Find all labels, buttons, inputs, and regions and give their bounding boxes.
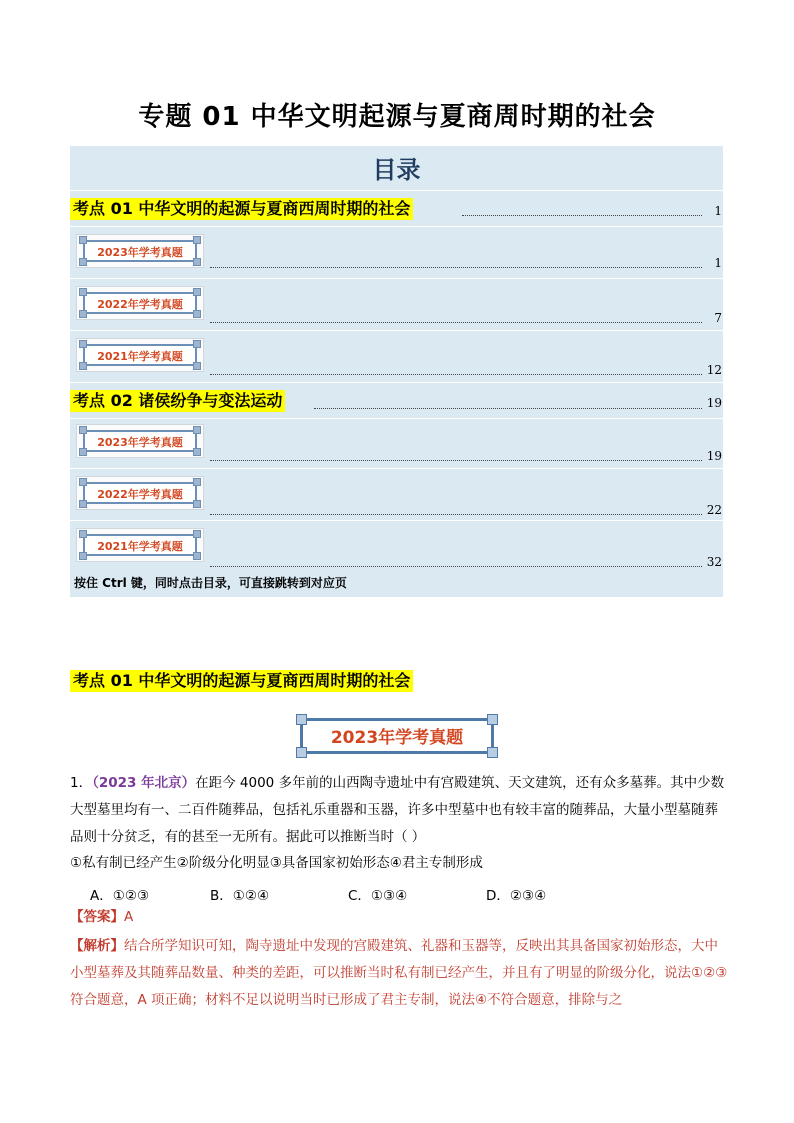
toc-page-number: 19 [706, 396, 722, 410]
analysis-text: 结合所学知识可知，陶寺遗址中发现的宫殿建筑、礼器和玉器等，反映出其具备国家初始形态，大中小型墓葬及其随葬品数量、种类的差距，可以推断当时私有制已经产生，并且有了明显的阶级分化，说法①②③符合题意，A 项正确；材料不足以说明当时已形成了君主专制，说法④不符合题意，排除与之 [70, 938, 728, 1008]
section-heading: 考点 01 中华文明的起源与夏商西周时期的社会 [70, 670, 413, 692]
option-b[interactable]: B．①②④ [210, 888, 270, 904]
toc-page-number: 1 [714, 256, 722, 270]
question-stem [70, 770, 730, 851]
question-source: （2023 年北京） [92, 775, 196, 791]
badge-label: 2021年学考真题 [97, 540, 183, 553]
toc-page-number: 12 [706, 363, 722, 377]
toc-page-number: 1 [714, 204, 722, 218]
option-a[interactable]: A．①②③ [90, 888, 150, 904]
toc-badge-link[interactable] [76, 424, 204, 458]
answer-line [70, 904, 730, 931]
badge-label: 2022年学考真题 [97, 298, 183, 311]
question-statements: ①私有制已经产生②阶级分化明显③具备国家初始形态④君主专制形成 [70, 855, 483, 871]
toc-note: 按住 Ctrl 键，同时点击目录，可直接跳转到对应页 [74, 576, 347, 590]
toc-badge-link[interactable] [76, 286, 204, 320]
badge-label: 2021年学考真题 [97, 350, 183, 363]
badge-label: 2023年学考真题 [97, 246, 183, 259]
toc-heading: 目录 [372, 156, 421, 184]
badge-label: 2022年学考真题 [97, 488, 183, 501]
badge-label: 2023年学考真题 [330, 728, 464, 748]
toc-badge-link[interactable] [76, 476, 204, 510]
toc-page-number: 19 [706, 449, 722, 463]
toc-page-number: 7 [714, 311, 722, 325]
toc-badge-link[interactable] [76, 338, 204, 372]
toc-page-number: 22 [706, 503, 722, 517]
analysis-tag: 【解析】 [70, 938, 124, 954]
option-d[interactable]: D．②③④ [486, 888, 547, 904]
toc-badge-link[interactable] [76, 528, 204, 562]
table-of-contents [70, 146, 723, 597]
answer-tag: 【答案】 [70, 909, 124, 925]
analysis-block [70, 933, 730, 1014]
question-text: 在距今 4000 多年前的山西陶寺遗址中有宫殿建筑、天文建筑，还有众多墓葬。其中少数大型墓里均有一、二百件随葬品，包括礼乐重器和玉器，许多中型墓中也有较丰富的随葬品，大量小型墓随葬品则十分贫乏，有的甚至一无所有。据此可以推断当时（ ） [70, 775, 725, 845]
toc-page-number: 32 [706, 555, 722, 569]
answer-value: A [124, 909, 134, 925]
option-c[interactable]: C．①③④ [348, 888, 408, 904]
page-title: 专题 01 中华文明起源与夏商周时期的社会 [138, 102, 656, 132]
toc-section-link-02[interactable]: 考点 02 诸侯纷争与变法运动 [70, 390, 285, 412]
toc-section-link-01[interactable]: 考点 01 中华文明的起源与夏商西周时期的社会 [70, 198, 413, 220]
badge-label: 2023年学考真题 [97, 436, 183, 449]
section-year-badge [296, 712, 498, 760]
question-number: 1． [70, 775, 93, 791]
toc-badge-link[interactable] [76, 234, 204, 268]
